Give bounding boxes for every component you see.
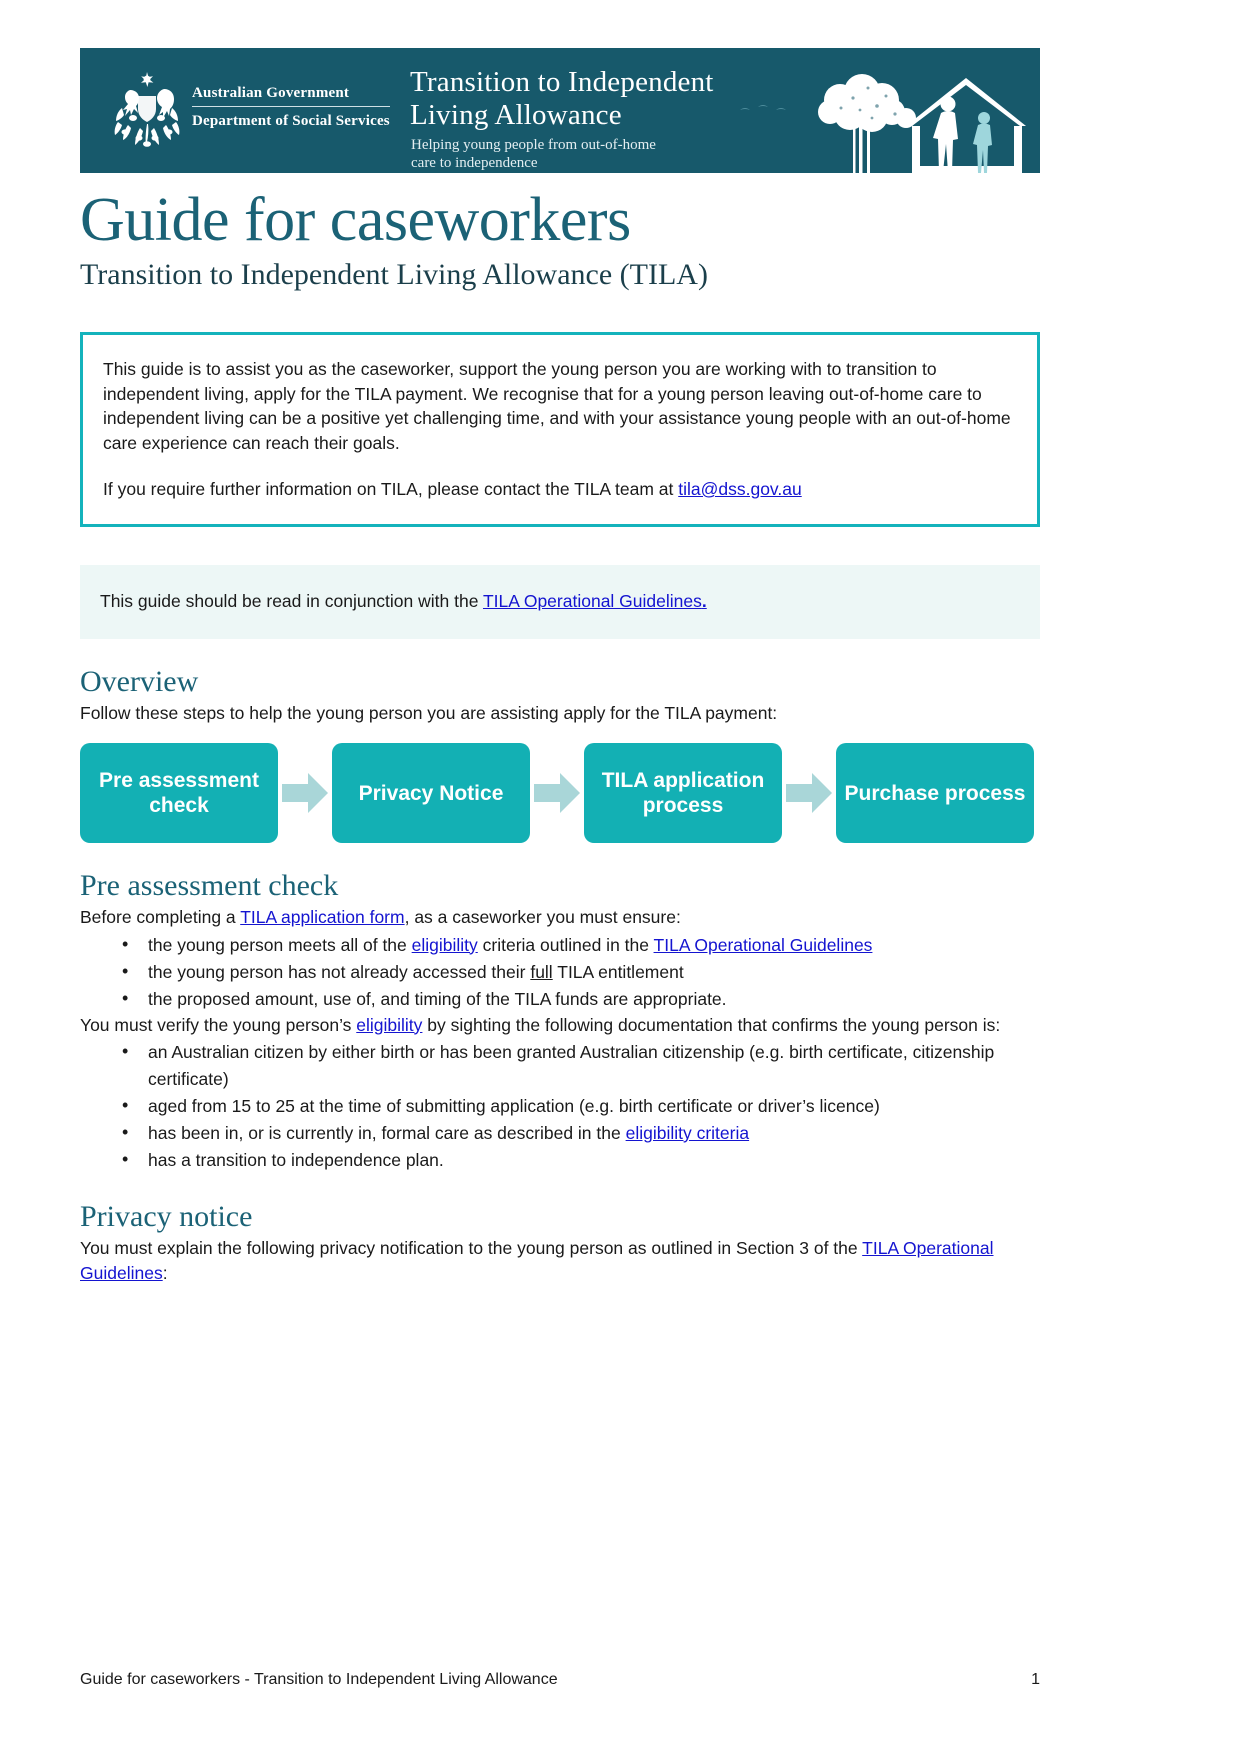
crest-divider <box>192 106 390 107</box>
bullet-3-text: the proposed amount, use of, and timing of the TILA funds are appropriate. <box>148 988 727 1009</box>
footer-page-number: 1 <box>1031 1671 1040 1688</box>
verify-bullet-4-text: has a transition to independence plan. <box>148 1150 444 1170</box>
page-title: Guide for caseworkers <box>80 186 631 254</box>
program-title-line-2: Living Allowance <box>410 99 622 131</box>
intro-contact-text: If you require further information on TILA, please contact the TILA team at <box>103 479 679 499</box>
flow-step-tila-application-process[interactable]: TILA application process <box>584 743 782 843</box>
note-text-suffix: . <box>701 590 707 611</box>
overview-heading: Overview <box>80 664 199 698</box>
house-icon <box>906 78 1026 173</box>
bullet-2-prefix: the young person has not already accessed their <box>148 961 531 982</box>
australian-coat-of-arms-icon <box>108 70 186 150</box>
list-item <box>80 986 1040 1013</box>
list-item <box>80 1120 1040 1147</box>
program-tagline <box>411 136 656 172</box>
bullet-2-emphasis: full <box>530 961 553 982</box>
privacy-text-suffix: : <box>162 1262 168 1283</box>
department-label: Department of Social Services <box>192 113 390 129</box>
verify-prefix: You must verify the young person’s <box>80 1014 357 1035</box>
chevron-right-icon <box>530 771 584 815</box>
eligibility-link-1[interactable]: eligibility <box>411 934 478 955</box>
birds-icon <box>740 105 786 110</box>
page-subtitle: Transition to Independent Living Allowance (TILA) <box>80 258 708 291</box>
note-text <box>100 589 1020 613</box>
tila-email-link[interactable]: tila@dss.gov.au <box>678 479 802 499</box>
flow-step-pre-assessment-check[interactable]: Pre assessment check <box>80 743 278 843</box>
australian-government-label: Australian Government <box>192 85 350 101</box>
pre-assessment-lead-prefix: Before completing a <box>80 907 241 927</box>
pre-assessment-bullet-list <box>80 932 1040 1013</box>
government-department-text <box>192 84 392 130</box>
list-item <box>80 1093 1040 1120</box>
process-flow-diagram <box>80 743 1040 843</box>
person-adult-icon <box>933 97 958 173</box>
bullet-1-prefix: the young person meets all of the <box>148 934 412 955</box>
overview-intro-text: Follow these steps to help the young person you are assisting apply for the TILA payment: <box>80 702 778 723</box>
chevron-right-icon <box>278 771 332 815</box>
person-child-icon <box>973 112 992 173</box>
flow-step-privacy-notice[interactable]: Privacy Notice <box>332 743 530 843</box>
verify-bullet-1-text: an Australian citizen by either birth or has been granted Australian citizenship (e.g. birth certificate, citizenship certificate) <box>148 1042 995 1089</box>
page-footer <box>80 1671 1040 1689</box>
tila-operational-guidelines-link-3[interactable]: TILA Operational Guidelines <box>80 1238 994 1283</box>
tila-operational-guidelines-link-1[interactable]: TILA Operational Guidelines <box>482 590 702 611</box>
chevron-right-icon <box>782 771 836 815</box>
pre-assessment-lead <box>80 905 1040 930</box>
bullet-1-mid: criteria outlined in the <box>477 934 654 955</box>
program-title-line-1: Transition to Independent <box>410 66 714 98</box>
pre-assessment-check-heading: Pre assessment check <box>80 869 339 902</box>
list-item <box>80 1039 1040 1093</box>
flow-arrow-1 <box>278 771 332 815</box>
verify-suffix: by sighting the following documentation that confirms the young person is: <box>422 1014 1001 1035</box>
operational-guidelines-note-box <box>80 565 1040 639</box>
verify-bullet-3-prefix: has been in, or is currently in, formal care as described in the <box>148 1123 626 1143</box>
program-title <box>410 66 714 132</box>
program-tagline-line-2: care to independence <box>411 155 538 171</box>
bullet-2-suffix: TILA entitlement <box>552 961 684 982</box>
eligibility-criteria-link[interactable]: eligibility criteria <box>625 1123 750 1143</box>
banner-artwork <box>710 48 1040 173</box>
tila-application-form-link[interactable]: TILA application form <box>240 907 405 927</box>
tila-operational-guidelines-link-2[interactable]: TILA Operational Guidelines <box>653 934 873 955</box>
verify-documentation-paragraph <box>80 1013 1040 1038</box>
program-tagline-line-1: Helping young people from out-of-home <box>411 137 656 153</box>
eligibility-link-2[interactable]: eligibility <box>356 1014 423 1035</box>
list-item <box>80 959 1040 986</box>
footer-title: Guide for caseworkers - Transition to Independent Living Allowance <box>80 1671 558 1688</box>
list-item <box>80 932 1040 959</box>
tree-icon <box>818 74 916 173</box>
privacy-notice-paragraph <box>80 1236 1040 1285</box>
flow-arrow-3 <box>782 771 836 815</box>
verify-bullet-2-text: aged from 15 to 25 at the time of submitting application (e.g. birth certificate or driver’s licence) <box>148 1096 880 1116</box>
note-text-prefix: This guide should be read in conjunction with the <box>100 590 483 611</box>
verify-bullet-list <box>80 1039 1040 1174</box>
flow-step-purchase-process[interactable]: Purchase process <box>836 743 1034 843</box>
intro-paragraph-2 <box>103 477 1017 502</box>
privacy-notice-heading: Privacy notice <box>80 1200 253 1233</box>
intro-paragraph-1: This guide is to assist you as the caseworker, support the young person you are working with to transition to independent living, apply for the TILA payment. We recognise that for a young person leaving out-of-home care to independent living can be a positive yet challenging time, and with your assistance young people with an out-of-home care experience can reach their goals. <box>103 359 1011 453</box>
intro-callout-box <box>80 332 1040 527</box>
list-item <box>80 1147 1040 1174</box>
flow-arrow-2 <box>530 771 584 815</box>
page-content <box>80 0 1040 1285</box>
pre-assessment-lead-suffix: , as a caseworker you must ensure: <box>404 907 681 927</box>
privacy-text-prefix: You must explain the following privacy notification to the young person as outlined in Section 3 of the <box>80 1238 863 1258</box>
header-banner <box>80 48 1040 173</box>
